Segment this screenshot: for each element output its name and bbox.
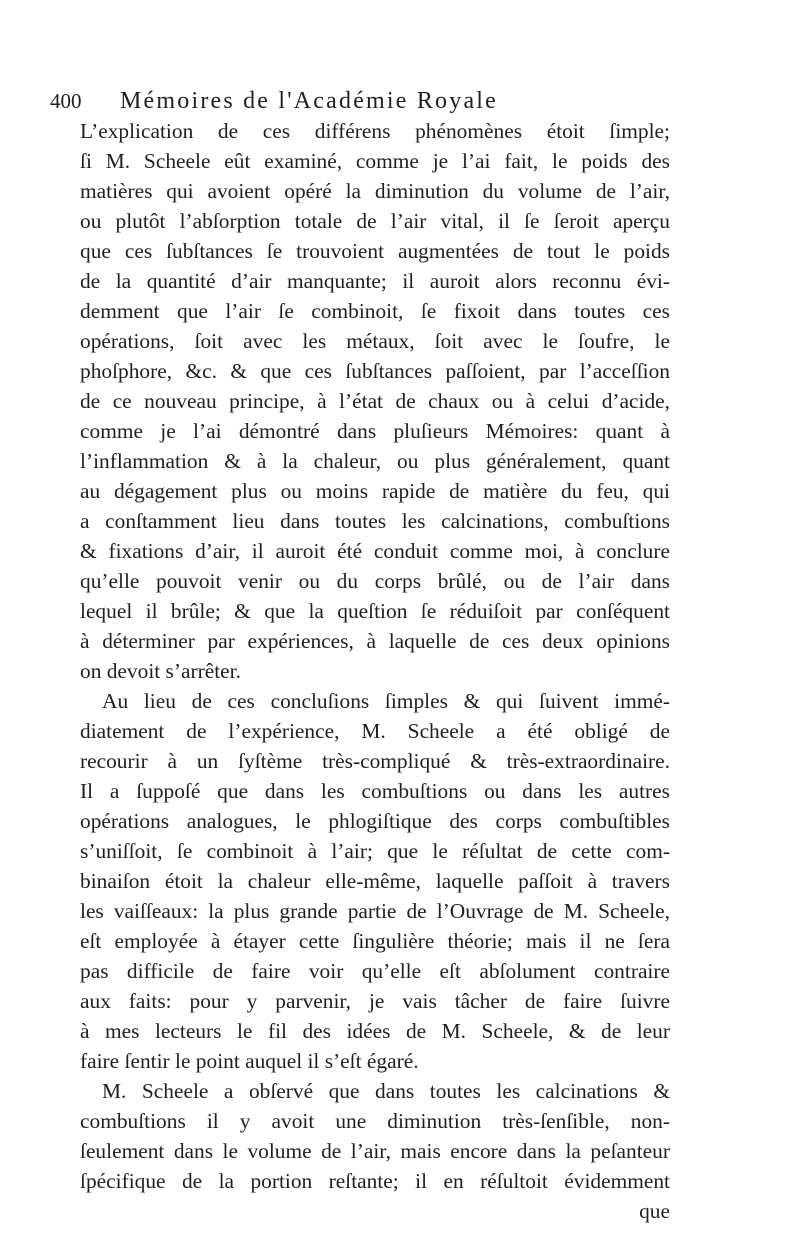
- text-line: comme je l’ai démontré dans pluſieurs Mémoires: quant à: [80, 419, 670, 443]
- text-line: ſi M. Scheele eût examiné, comme je l’ai fait, le poids des: [80, 149, 670, 173]
- text-line: s’uniſſoit, ſe combinoit à l’air; que le réſultat de cette com-: [80, 839, 670, 863]
- text-line: on devoit s’arrêter.: [80, 659, 241, 683]
- text-line: qu’elle pouvoit venir ou du corps brûlé, ou de l’air dans: [80, 569, 670, 593]
- text-line: au dégagement plus ou moins rapide de matière du feu, qui: [80, 479, 670, 503]
- text-line: binaiſon étoit la chaleur elle-même, laquelle paſſoit à travers: [80, 869, 670, 893]
- text-line: combuſtions il y avoit une diminution très-ſenſible, non-: [80, 1109, 670, 1133]
- text-line: pas difficile de faire voir qu’elle eſt abſolument contraire: [80, 959, 670, 983]
- text-line: ſpécifique de la portion reſtante; il en réſultoit évidemment: [80, 1169, 670, 1193]
- text-line: l’inflammation & à la chaleur, ou plus généralement, quant: [80, 449, 670, 473]
- text-line: faire ſentir le point auquel il s’eſt égaré.: [80, 1049, 419, 1073]
- text-line: lequel il brûle; & que la queſtion ſe réduiſoit par conſéquent: [80, 599, 670, 623]
- text-line: de la quantité d’air manquante; il auroit alors reconnu évi-: [80, 269, 670, 293]
- text-line: M. Scheele a obſervé que dans toutes les calcinations &: [102, 1079, 670, 1103]
- text-line: ſeulement dans le volume de l’air, mais encore dans la peſanteur: [80, 1139, 670, 1163]
- running-title: Mémoires de l'Académie Royale: [120, 88, 499, 114]
- text-line: recourir à un ſyſtème très-compliqué & très-extraordinaire.: [80, 749, 670, 773]
- text-line: demment que l’air ſe combinoit, ſe fixoit dans toutes ces: [80, 299, 670, 323]
- text-line: phoſphore, &c. & que ces ſubſtances paſſoient, par l’acceſſion: [80, 359, 670, 383]
- catchword: que: [639, 1199, 670, 1223]
- text-line: a conſtamment lieu dans toutes les calcinations, combuſtions: [80, 509, 670, 533]
- text-line: opérations analogues, le phlogiſtique des corps combuſtibles: [80, 809, 670, 833]
- text-line: & fixations d’air, il auroit été conduit comme moi, à conclure: [80, 539, 670, 563]
- text-line: Au lieu de ces concluſions ſimples & qui ſuivent immé-: [102, 689, 670, 713]
- text-line: ou plutôt l’abſorption totale de l’air vital, il ſe ſeroit aperçu: [80, 209, 670, 233]
- text-line: à déterminer par expériences, à laquelle de ces deux opinions: [80, 629, 670, 653]
- text-line: eſt employée à étayer cette ſingulière théorie; mais il ne ſera: [80, 929, 670, 953]
- text-line: que ces ſubſtances ſe trouvoient augmentées de tout le poids: [80, 239, 670, 263]
- text-line: à mes lecteurs le fil des idées de M. Scheele, & de leur: [80, 1019, 670, 1043]
- text-line: diatement de l’expérience, M. Scheele a été obligé de: [80, 719, 670, 743]
- text-line: Il a ſuppoſé que dans les combuſtions ou dans les autres: [80, 779, 670, 803]
- page-number: 400: [50, 89, 82, 113]
- body-text: [80, 116, 670, 1226]
- text-line: opérations, ſoit avec les métaux, ſoit avec le ſoufre, le: [80, 329, 670, 353]
- text-line: aux faits: pour y parvenir, je vais tâcher de faire ſuivre: [80, 989, 670, 1013]
- text-line: les vaiſſeaux: la plus grande partie de l’Ouvrage de M. Scheele,: [80, 899, 670, 923]
- text-line: matières qui avoient opéré la diminution du volume de l’air,: [80, 179, 670, 203]
- text-line: de ce nouveau principe, à l’état de chaux ou à celui d’acide,: [80, 389, 670, 413]
- text-line: L’explication de ces différens phénomènes étoit ſimple;: [80, 119, 670, 143]
